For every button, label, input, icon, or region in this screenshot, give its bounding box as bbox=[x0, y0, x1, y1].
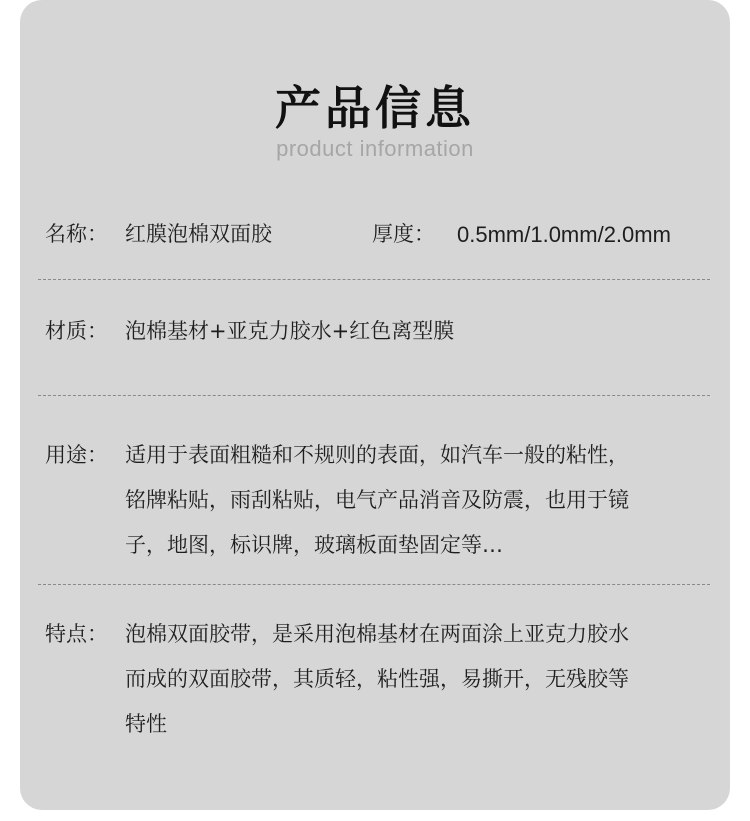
features-row bbox=[45, 612, 725, 747]
usage-line: 铭牌粘贴，雨刮粘贴，电气产品消音及防震，也用于镜 bbox=[125, 488, 629, 512]
material-label: 材质： bbox=[45, 319, 108, 343]
usage-line: 子，地图，标识牌，玻璃板面垫固定等… bbox=[125, 533, 503, 557]
features-line: 而成的双面胶带，其质轻，粘性强，易撕开，无残胶等 bbox=[125, 667, 629, 691]
usage-value bbox=[125, 433, 715, 568]
name-value: 红膜泡棉双面胶 bbox=[125, 222, 272, 246]
features-value bbox=[125, 612, 715, 747]
features-label: 特点： bbox=[45, 622, 108, 646]
page-title: 产品信息 bbox=[275, 81, 475, 135]
usage-label: 用途： bbox=[45, 443, 108, 467]
features-line: 泡棉双面胶带，是采用泡棉基材在两面涂上亚克力胶水 bbox=[125, 622, 629, 646]
usage-row bbox=[45, 433, 725, 568]
name-label: 名称： bbox=[45, 222, 108, 246]
product-info-card bbox=[20, 0, 730, 810]
material-value: 泡棉基材+亚克力胶水+红色离型膜 bbox=[125, 319, 455, 343]
divider-1 bbox=[38, 279, 710, 280]
divider-3 bbox=[38, 584, 710, 585]
divider-2 bbox=[38, 395, 710, 396]
material-row bbox=[45, 309, 725, 354]
thickness-value: 0.5mm/1.0mm/2.0mm bbox=[457, 222, 671, 247]
features-line: 特性 bbox=[125, 712, 167, 736]
usage-line: 适用于表面粗糙和不规则的表面，如汽车一般的粘性， bbox=[125, 443, 629, 467]
thickness-label: 厚度： bbox=[372, 222, 435, 246]
name-thickness-row bbox=[45, 212, 725, 257]
page-subtitle: product information bbox=[276, 136, 474, 161]
